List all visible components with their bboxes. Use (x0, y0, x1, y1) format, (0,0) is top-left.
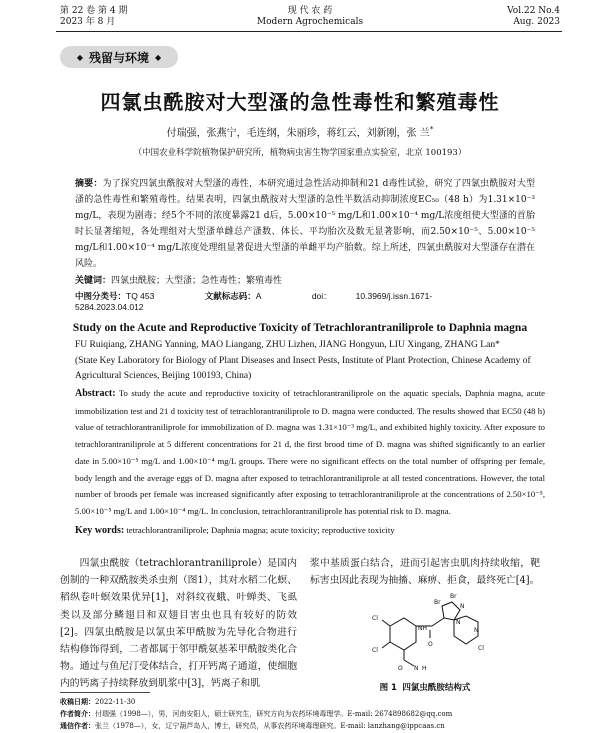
atom-label: Br (450, 593, 457, 600)
keywords-cn-text: 四氯虫酰胺；大型溞；急性毒性；繁殖毒性 (111, 276, 283, 286)
affiliation-cn: （中国农业科学院植物保护研究所，植物病虫害生物学国家重点实验室，北京 100193） (133, 148, 467, 158)
abstract-cn-label: 摘要： (75, 179, 103, 189)
atom-label: NH (418, 625, 427, 632)
doc-code (205, 291, 286, 301)
header-volume: 第 22 卷 第 4 期 (60, 6, 128, 16)
atom-label: N (456, 619, 461, 626)
benzene-ring (390, 618, 416, 650)
classification-line (75, 290, 545, 312)
footnote-corresponding (60, 721, 550, 732)
keywords-en-text: tetrachlorantraniliprole; Daphnia magna; acute toxicity; reproductive toxicity (126, 525, 395, 535)
abstract-en-label: Abstract: (75, 388, 116, 399)
abstract-en-text: To study the acute and reproductive toxicity of tetrachlorantraniliprole on the aquatic specials, Daphnia magna, acute immobilization test and 21 d toxicity test of tetrachlorantraniliprole to D. magna were conducted. The results showed that EC50 (48 h) value of tetrachlorantraniliprole for immobilization of D. magna was 1.31×10⁻³ mg/L, and exhibited highly toxicity. After exposure to tetrachlorantraniliprole at 5 different concentrations for 21 d, the first brood time of D. magna was shifted significantly to an earlier date in 5.00×10⁻⁵ mg/L and 1.00×10⁻⁴ mg/L groups. There were no significant effects on the total number of offspring per female, body length and the average eggs of D. magna after exposed to tetrachlorantraniliprole at all tested concentrations. However, the total number of broods per female was increased significantly after exposing to tetrachlorantraniliprole at the concentrations of 2.50×10⁻⁵, 5.00×10⁻⁵ mg/L and 1.00×10⁻⁴ mg/L. In conclusion, tetrachlorantraniliprole has potential risk to D. magna. (75, 388, 546, 516)
figure-caption (310, 681, 540, 693)
authors-en: FU Ruiqiang, ZHANG Yanning, MAO Liangang, ZHU Lizhen, JIANG Hongyun, LIU Xingang, ZHANG Lan* (75, 340, 500, 350)
affiliation-en: (State Key Laboratory for Biology of Plant Diseases and Insect Pests, Institute of Plant Protection, Chinese Academy of Agricultural Sciences, Beijing 100193, China) (75, 356, 531, 381)
header-date-en: Aug. 2023 (513, 17, 560, 27)
atom-label: O (428, 641, 433, 648)
keywords-cn-label: 关键词： (75, 276, 112, 286)
authors-cn-names: 付瑞强，张燕宁，毛连纲，朱丽珍，蒋红云，刘新刚，张 兰 (166, 128, 430, 139)
footnote-received (60, 697, 550, 708)
author-bio-label: 作者简介： (60, 710, 95, 718)
section-tag (60, 46, 178, 68)
doi-label: doi： (311, 291, 332, 301)
corresponding-mark: * (429, 125, 434, 134)
header-date-cn: 2023 年 8 月 (60, 17, 116, 27)
keywords-cn (75, 273, 535, 286)
structure-figure (370, 590, 490, 676)
atom-label: N (460, 603, 465, 610)
atom-label: Cl (478, 645, 484, 652)
bond (382, 642, 390, 648)
abstract-en (75, 385, 545, 520)
article-title-en: Study on the Acute and Reproductive Toxicity of Tetrachlorantraniliprole to Daphnia magna (72, 322, 528, 334)
pyrazole-ring (442, 602, 460, 620)
figure-caption-text: 四氯虫酰胺结构式 (402, 683, 471, 693)
keywords-en (75, 525, 545, 536)
journal-name-cn: 现 代 农 药 (287, 6, 333, 16)
atom-label: Cl (372, 615, 378, 622)
bond (404, 660, 414, 666)
article-title-cn: 四氯虫酰胺对大型溞的急性毒性和繁殖毒性 (100, 90, 500, 114)
body-text-left: 四氯虫酰胺（tetrachlorantraniliprole）是国内创制的一种双酰胺类杀虫剂（图1），其对水稻二化螟、稻纵卷叶螟效果优异[1]，对斜纹夜蛾、叶蝉类、飞虱类以及部分鳞翅目和双翅目害虫也具有较好的防效[2]。四氯虫酰胺是以氯虫苯甲酰胺为先导化合物进行结构修饰得到，二者都属于邻甲酰氨基苯甲酰胺类化合物。通过与鱼尼汀受体结合，打开钙离子通道，使细胞内的钙离子持续释放到肌浆中[3]，钙离子和肌 (60, 558, 297, 690)
received-label: 收稿日期： (60, 698, 95, 706)
molecule-atoms (372, 593, 484, 672)
keywords-en-label: Key words: (75, 525, 125, 536)
doc-value: A (255, 291, 262, 301)
doc-label: 文献标志码： (204, 292, 256, 302)
atom-label: H (422, 665, 427, 672)
abstract-cn (75, 176, 535, 272)
header-rule (56, 31, 562, 32)
figure-caption-label: 图 1 (379, 683, 397, 693)
bond (382, 620, 390, 626)
atom-label: Br (434, 599, 441, 606)
author-bio: 付瑞强（1998—），男，河南安阳人，硕士研究生，研究方向为农药环境毒理学。E-mail: 2674898682@qq.com (95, 710, 453, 718)
corresponding-bio: 张兰（1978—），女，辽宁葫芦岛人，博士，研究员，从事农药环境毒理研究。E-mail: lanzhang@ippcaas.cn (95, 722, 445, 730)
clc-number (75, 291, 178, 301)
diamond-icon: ◆ (76, 52, 83, 62)
footnote-rule (60, 692, 150, 693)
doi-value[interactable]: 10.3969/j.issn.1671-5284.2023.04.012 (75, 291, 433, 312)
body-text-right: 浆中基质蛋白结合，进而引起害虫肌肉持续收缩，靶标害虫因此表现为抽搐、麻痹、拒食，最终死亡[4]。 (310, 558, 540, 587)
clc-label: 中图分类号： (75, 292, 127, 302)
atom-label: N (474, 627, 479, 634)
atom-label: N (414, 665, 419, 672)
bond (432, 618, 444, 626)
journal-name-en: Modern Agrochemicals (256, 17, 364, 27)
molecule-bonds (382, 602, 478, 666)
diamond-icon: ◆ (155, 52, 162, 62)
clc-value: TQ 453 (126, 291, 155, 301)
abstract-cn-text: 为了探究四氯虫酰胺对大型溞的毒性，本研究通过急性活动抑制和21 d毒性试验，研究了四氯虫酰胺对大型溞的急性毒性和繁殖毒性。结果表明，四氯虫酰胺对大型溞的急性半数活动抑制浓度EC₅₀（48 h）为1.31×10⁻³ mg/L，表现为剧毒；经5个不同的浓度暴露21 d后，5.00×10⁻⁵ mg/L和1.00×10⁻⁴ mg/L浓度组使大型溞的首胎时长显著缩短，各处理组对大型溞单雌总产溞数、体长、平均胎次及数无显著影响，而2.50×10⁻⁵、5.00×10⁻⁵ mg/L和1.00×10⁻⁴ mg/L浓度处理组显著促进大型溞的单雌平均产胎数。综上所述，四氯虫酰胺对大型溞存在潜在风险。 (75, 179, 535, 269)
atom-label: Cl (372, 647, 378, 654)
authors-cn (40, 124, 560, 139)
footnote-author (60, 709, 550, 720)
header-issue-en (507, 6, 560, 28)
corresponding-label: 通信作者： (60, 722, 95, 730)
atom-label: O (398, 665, 403, 672)
section-tag-label: 残留与环境 (88, 50, 149, 65)
received-date: 2022-11-30 (95, 698, 136, 706)
header-journal (60, 6, 560, 28)
header-volume-en: Vol.22 No.4 (507, 6, 560, 16)
